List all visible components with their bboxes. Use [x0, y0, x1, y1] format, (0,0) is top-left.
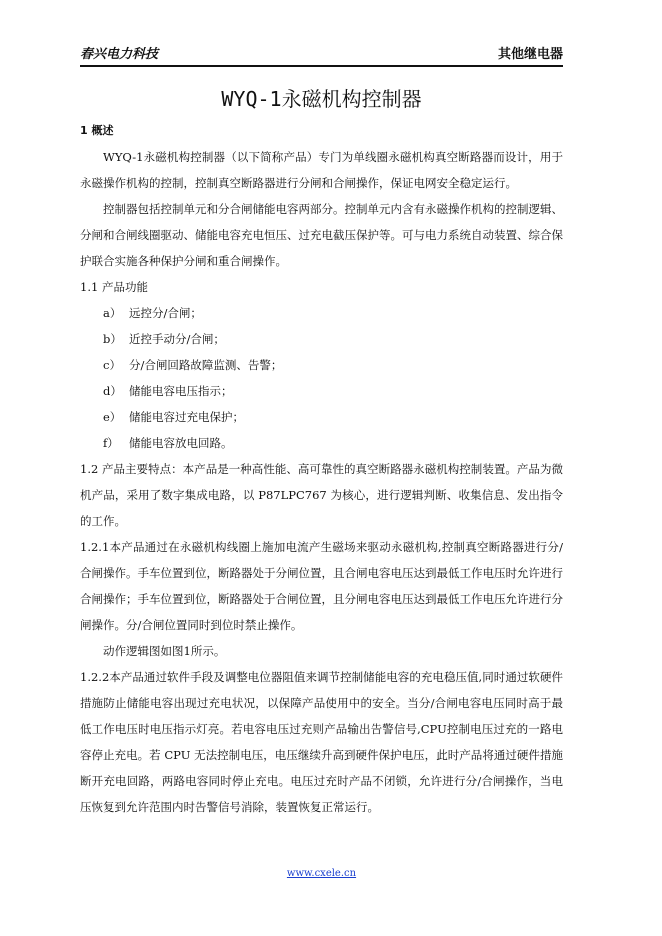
- page-header: [80, 44, 563, 64]
- list-item: [80, 404, 563, 430]
- list-item: [80, 430, 563, 456]
- website-link[interactable]: www.cxele.cn: [286, 868, 357, 879]
- list-item-text: 远控分/合闸；: [129, 306, 202, 320]
- overview-paragraph-2: 控制器包括控制单元和分合闸储能电容两部分。控制单元内含有永磁操作机构的控制逻辑、分闸和合闸线圈驱动、储能电容充电恒压、过充电截压保护等。可与电力系统自动装置、综合保护联合实施各种保护分闸和重合闸操作。: [80, 202, 563, 268]
- document-title: WYQ-1永磁机构控制器: [221, 87, 422, 111]
- list-marker: f）: [103, 436, 119, 450]
- header-category: 其他继电器: [497, 47, 563, 62]
- list-item: [80, 326, 563, 352]
- section-heading-overview: 1 概述: [80, 124, 114, 137]
- list-marker: c）: [103, 358, 121, 372]
- list-marker: a）: [103, 306, 122, 320]
- list-item-text: 近控手动分/合闸；: [129, 332, 225, 346]
- figure-reference: 动作逻辑图如图1所示。: [103, 644, 226, 658]
- operation-paragraph: 1.2.1本产品通过在永磁机构线圈上施加电流产生磁场来驱动永磁机构,控制真空断路器进行分/合闸操作。手车位置到位，断路器处于分闸位置，且合闸电容电压达到最低工作电压时允许进行合闸操作；手车位置到位，断路器处于合闸位置，且分闸电容电压达到最低工作电压允许进行分闸操作。分/合闸位置同时到位时禁止操作。: [80, 540, 563, 632]
- header-divider: [80, 65, 563, 67]
- overview-paragraph-1: WYQ-1永磁机构控制器（以下简称产品）专门为单线圈永磁机构真空断路器而设计，用于永磁操作机构的控制，控制真空断路器进行分闸和合闸操作，保证电网安全稳定运行。: [80, 150, 563, 190]
- list-item-text: 储能电容过充电保护；: [129, 410, 244, 424]
- list-item-text: 分/合闸回路故障监测、告警；: [129, 358, 283, 372]
- list-marker: d）: [103, 384, 122, 398]
- features-paragraph: 1.2 产品主要特点：本产品是一种高性能、高可靠性的真空断路器永磁机构控制装置。产品为微机产品，采用了数字集成电路，以 P87LPC767 为核心，进行逻辑判断、收集信息、发出指令的工作。: [80, 462, 563, 528]
- charging-paragraph: 1.2.2本产品通过软件手段及调整电位器阻值来调节控制储能电容的充电稳压值,同时通过软硬件措施防止储能电容出现过充电状况，以保障产品使用中的安全。当分/合闸电容电压同时高于最低工作电压时电压指示灯亮。若电容电压过充则产品输出告警信号,CPU控制电压过充的一路电容停止充电。若 CPU 无法控制电压，电压继续升高到硬件保护电压，此时产品将通过硬件措施断开充电回路，两路电容同时停止充电。电压过充时产品不闭锁，允许进行分/合闸操作，当电压恢复到允许范围内时告警信号消除，装置恢复正常运行。: [80, 670, 563, 814]
- company-name: 春兴电力科技: [80, 47, 159, 62]
- list-item: [80, 352, 563, 378]
- section-heading-functions: 1.1 产品功能: [80, 280, 148, 294]
- list-item-text: 储能电容放电回路。: [129, 436, 233, 450]
- list-item: [80, 378, 563, 404]
- list-item: [80, 300, 563, 326]
- list-item-text: 储能电容电压指示；: [129, 384, 233, 398]
- list-marker: b）: [103, 332, 122, 346]
- document-body: [80, 118, 563, 820]
- list-marker: e）: [103, 410, 122, 424]
- page-footer: [80, 867, 563, 881]
